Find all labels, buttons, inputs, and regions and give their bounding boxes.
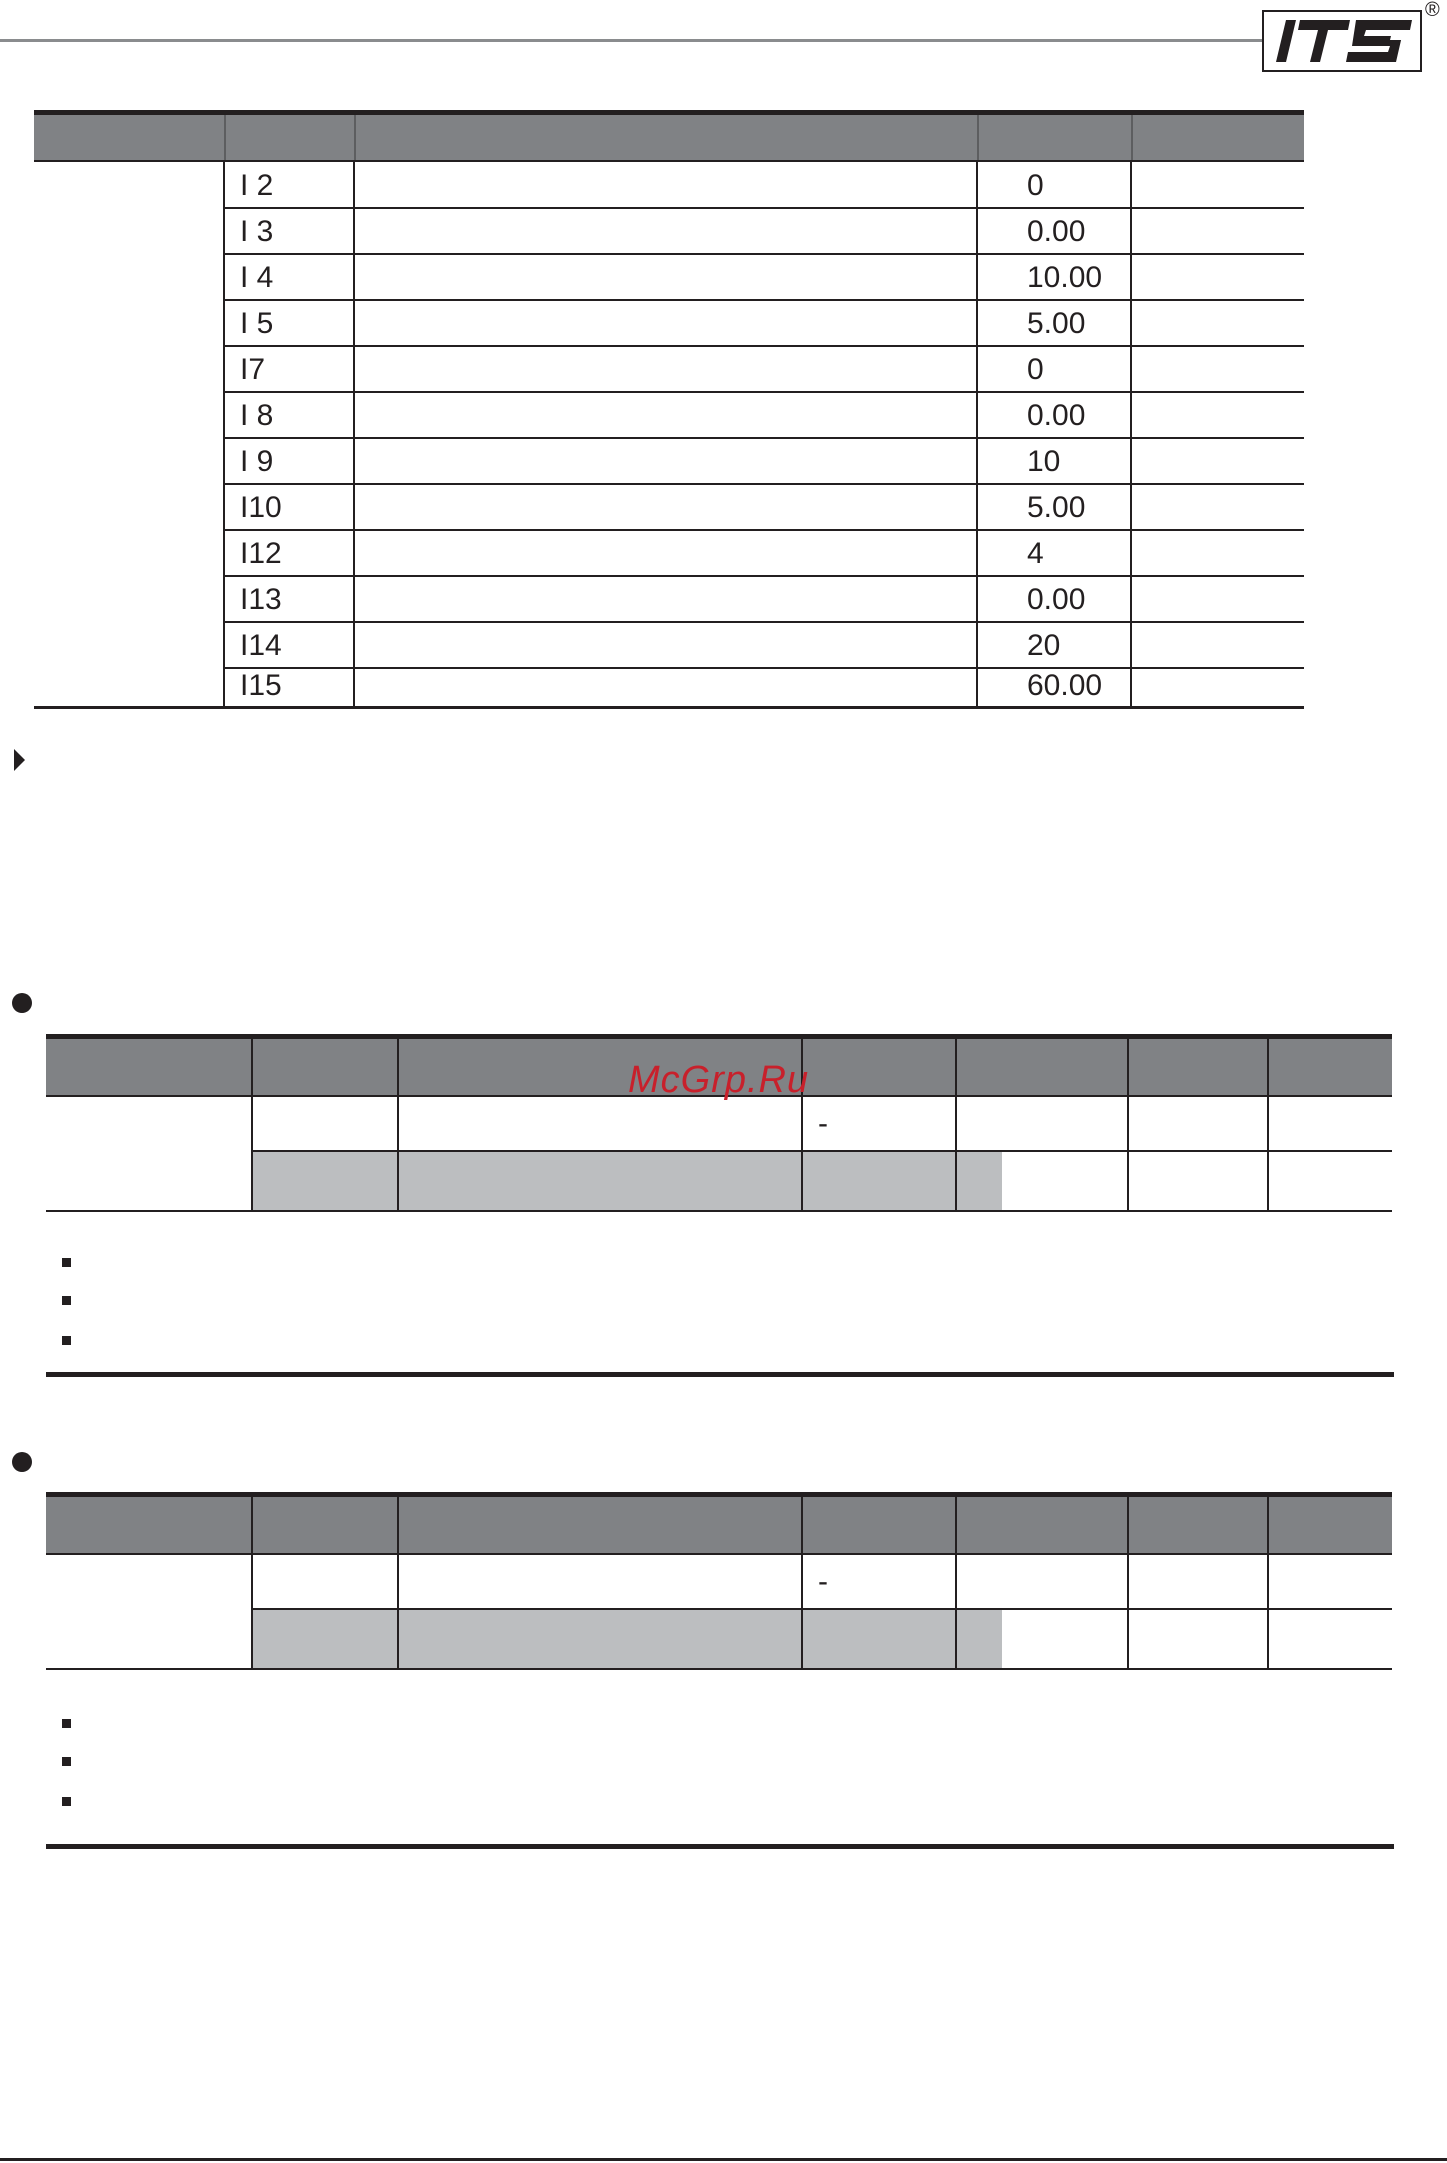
param-default: 5.00 <box>1027 307 1086 340</box>
param-code: I 8 <box>240 399 274 432</box>
table-row <box>224 346 1304 393</box>
column-divider <box>801 1497 803 1668</box>
param-default: 4 <box>1027 537 1044 570</box>
column-divider <box>397 1497 399 1668</box>
param-default: 20 <box>1027 629 1061 662</box>
param-code: I15 <box>240 669 282 702</box>
param-default: 0.00 <box>1027 399 1086 432</box>
header-divider <box>1131 115 1133 160</box>
section-end-rule <box>46 1372 1394 1377</box>
square-bullet-icon <box>62 1296 71 1305</box>
table-row <box>224 438 1304 485</box>
table-row <box>224 392 1304 439</box>
table-row <box>224 208 1304 255</box>
registered-mark: ® <box>1425 0 1440 21</box>
param-default: 0 <box>1027 169 1044 202</box>
param-default: 10.00 <box>1027 261 1103 294</box>
grey-cell-block <box>252 1152 1002 1210</box>
header-bottom-rule <box>46 1553 1392 1555</box>
square-bullet-icon <box>62 1258 71 1267</box>
column-divider <box>1127 1039 1129 1210</box>
header-divider <box>354 115 356 160</box>
param-code: I10 <box>240 491 282 524</box>
table-bottom-rule <box>34 706 1304 709</box>
square-bullet-icon <box>62 1719 71 1728</box>
section-table-2 <box>46 1492 1392 1687</box>
param-default: 0 <box>1027 353 1044 386</box>
dash-cell: - <box>818 1565 828 1598</box>
param-default: 10 <box>1027 445 1061 478</box>
section-end-rule <box>46 1844 1394 1849</box>
section-bullet-icon <box>12 1452 32 1472</box>
header-divider <box>224 115 226 160</box>
column-divider <box>1267 1497 1269 1668</box>
watermark-text: McGrp.Ru <box>628 1059 810 1101</box>
table-row <box>224 300 1304 347</box>
footer-rule <box>0 2158 1447 2161</box>
grey-cell-block <box>252 1610 1002 1668</box>
column-divider <box>1267 1039 1269 1210</box>
column-divider <box>955 1497 957 1668</box>
table-bottom-rule <box>46 1210 1392 1212</box>
header-rule <box>0 39 1262 42</box>
column-divider <box>955 1039 957 1210</box>
param-code: I 3 <box>240 215 274 248</box>
company-logo <box>1262 10 1422 72</box>
param-code: I 4 <box>240 261 274 294</box>
column-divider <box>1127 1497 1129 1668</box>
param-code: I 5 <box>240 307 274 340</box>
row-divider <box>251 1608 1392 1610</box>
param-default: 0.00 <box>1027 583 1086 616</box>
table-row <box>224 254 1304 301</box>
square-bullet-icon <box>62 1757 71 1766</box>
row-divider <box>251 1150 1392 1152</box>
param-code: I12 <box>240 537 282 570</box>
parameter-table <box>34 110 1304 710</box>
table-header-row <box>46 1497 1392 1553</box>
table-row <box>224 484 1304 531</box>
dash-cell: - <box>818 1107 828 1140</box>
column-divider <box>397 1039 399 1210</box>
column-divider <box>251 1497 253 1668</box>
param-code: I14 <box>240 629 282 662</box>
table-row <box>224 530 1304 577</box>
param-code: I 9 <box>240 445 274 478</box>
table-row <box>224 576 1304 623</box>
param-default: 60.00 <box>1027 669 1103 702</box>
arrow-bullet-icon <box>14 749 25 771</box>
param-code: I7 <box>240 353 266 386</box>
param-default: 5.00 <box>1027 491 1086 524</box>
section-bullet-icon <box>12 993 32 1013</box>
square-bullet-icon <box>62 1336 71 1345</box>
param-code: I 2 <box>240 169 274 202</box>
param-default: 0.00 <box>1027 215 1086 248</box>
param-code: I13 <box>240 583 282 616</box>
table-bottom-rule <box>46 1668 1392 1670</box>
column-divider <box>251 1039 253 1210</box>
table-row <box>224 162 1304 209</box>
square-bullet-icon <box>62 1797 71 1806</box>
table-row <box>224 662 1304 707</box>
header-divider <box>977 115 979 160</box>
